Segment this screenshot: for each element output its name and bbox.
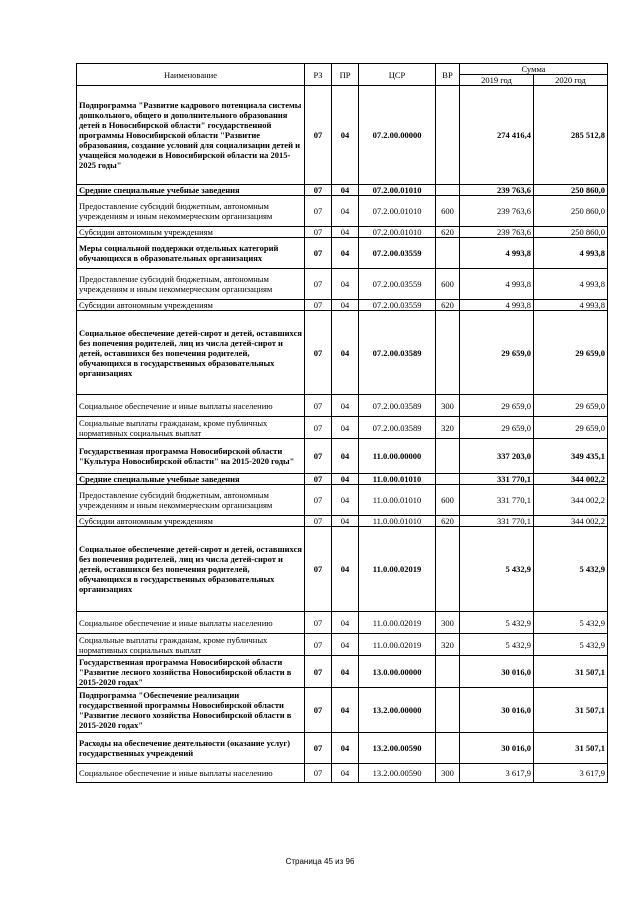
sum-2019-cell: 4 993,8 <box>460 238 534 269</box>
rz-cell: 07 <box>305 300 332 311</box>
sum-2020-cell: 5 432,9 <box>534 612 608 634</box>
vr-cell: 300 <box>436 612 460 634</box>
vr-cell: 320 <box>436 634 460 656</box>
csr-cell: 11.0.00.00000 <box>359 439 436 474</box>
pr-cell: 04 <box>332 227 359 238</box>
sum-2019-cell: 5 432,9 <box>460 527 534 612</box>
vr-cell <box>436 439 460 474</box>
table-row <box>77 395 608 417</box>
vr-cell <box>436 311 460 395</box>
rz-cell: 07 <box>305 688 332 733</box>
sum-2020-cell: 4 993,8 <box>534 269 608 300</box>
pr-cell: 04 <box>332 417 359 439</box>
pr-cell: 04 <box>332 395 359 417</box>
vr-cell: 600 <box>436 485 460 516</box>
rz-cell: 07 <box>305 634 332 656</box>
sum-2020-cell: 5 432,9 <box>534 527 608 612</box>
sum-2020-cell: 349 435,1 <box>534 439 608 474</box>
table-row <box>77 516 608 527</box>
rz-cell: 07 <box>305 86 332 185</box>
rz-cell: 07 <box>305 395 332 417</box>
name-cell: Субсидии автономным учреждениям <box>77 300 305 311</box>
header-year-2020: 2020 год <box>534 75 608 86</box>
vr-cell: 300 <box>436 764 460 783</box>
sum-2019-cell: 239 763,6 <box>460 196 534 227</box>
table-row <box>77 196 608 227</box>
pr-cell: 04 <box>332 764 359 783</box>
header-vr: ВР <box>436 64 460 86</box>
csr-cell: 07.2.00.01010 <box>359 196 436 227</box>
vr-cell: 600 <box>436 269 460 300</box>
sum-2019-cell: 4 993,8 <box>460 269 534 300</box>
pr-cell: 04 <box>332 311 359 395</box>
csr-cell: 07.2.00.00000 <box>359 86 436 185</box>
name-cell: Социальное обеспечение детей-сирот и детей, оставшихся без попечения родителей, лиц из числа детей-сирот и детей, оставшихся без попечения родителей, обучающихся в государственных образовательных организациях <box>77 527 305 612</box>
sum-2020-cell: 344 002,2 <box>534 474 608 485</box>
header-csr: ЦСР <box>359 64 436 86</box>
sum-2020-cell: 29 659,0 <box>534 417 608 439</box>
sum-2020-cell: 31 507,1 <box>534 733 608 764</box>
name-cell: Подпрограмма "Обеспечение реализации государственной программы Новосибирской области "Развитие лесного хозяйства Новосибирской области в 2015-2020 годах" <box>77 688 305 733</box>
vr-cell: 320 <box>436 417 460 439</box>
csr-cell: 07.2.00.03559 <box>359 238 436 269</box>
pr-cell: 04 <box>332 634 359 656</box>
csr-cell: 11.0.00.01010 <box>359 516 436 527</box>
vr-cell <box>436 733 460 764</box>
table-row <box>77 474 608 485</box>
rz-cell: 07 <box>305 516 332 527</box>
csr-cell: 07.2.00.03589 <box>359 395 436 417</box>
rz-cell: 07 <box>305 485 332 516</box>
sum-2019-cell: 30 016,0 <box>460 733 534 764</box>
name-cell: Социальные выплаты гражданам, кроме публичных нормативных социальных выплат <box>77 634 305 656</box>
rz-cell: 07 <box>305 439 332 474</box>
pr-cell: 04 <box>332 300 359 311</box>
rz-cell: 07 <box>305 527 332 612</box>
pr-cell: 04 <box>332 612 359 634</box>
header-name: Наименование <box>77 64 305 86</box>
name-cell: Социальное обеспечение и иные выплаты населению <box>77 764 305 783</box>
sum-2019-cell: 331 770,1 <box>460 474 534 485</box>
csr-cell: 13.2.00.00590 <box>359 733 436 764</box>
sum-2019-cell: 29 659,0 <box>460 311 534 395</box>
table-row <box>77 485 608 516</box>
sum-2020-cell: 285 512,8 <box>534 86 608 185</box>
pr-cell: 04 <box>332 485 359 516</box>
table-row <box>77 227 608 238</box>
table-row <box>77 238 608 269</box>
sum-2019-cell: 5 432,9 <box>460 634 534 656</box>
csr-cell: 13.0.00.00000 <box>359 656 436 688</box>
sum-2020-cell: 344 002,2 <box>534 485 608 516</box>
sum-2019-cell: 5 432,9 <box>460 612 534 634</box>
rz-cell: 07 <box>305 269 332 300</box>
sum-2020-cell: 250 860,0 <box>534 227 608 238</box>
sum-2019-cell: 30 016,0 <box>460 656 534 688</box>
csr-cell: 13.2.00.00590 <box>359 764 436 783</box>
csr-cell: 07.2.00.03559 <box>359 300 436 311</box>
csr-cell: 07.2.00.03559 <box>359 269 436 300</box>
name-cell: Средние специальные учебные заведения <box>77 185 305 196</box>
name-cell: Предоставление субсидий бюджетным, автономным учреждениям и иным некоммерческим организациям <box>77 196 305 227</box>
rz-cell: 07 <box>305 185 332 196</box>
vr-cell: 600 <box>436 196 460 227</box>
table-row <box>77 688 608 733</box>
table-row <box>77 764 608 783</box>
name-cell: Субсидии автономным учреждениям <box>77 516 305 527</box>
sum-2019-cell: 239 763,6 <box>460 227 534 238</box>
rz-cell: 07 <box>305 417 332 439</box>
name-cell: Социальное обеспечение и иные выплаты населению <box>77 395 305 417</box>
table-row <box>77 300 608 311</box>
vr-cell <box>436 656 460 688</box>
csr-cell: 07.2.00.03589 <box>359 417 436 439</box>
table-row <box>77 439 608 474</box>
sum-2020-cell: 31 507,1 <box>534 688 608 733</box>
sum-2019-cell: 4 993,8 <box>460 300 534 311</box>
sum-2020-cell: 344 002,2 <box>534 516 608 527</box>
page-number: Страница 45 из 96 <box>285 857 355 866</box>
sum-2019-cell: 29 659,0 <box>460 417 534 439</box>
csr-cell: 11.0.00.02019 <box>359 612 436 634</box>
name-cell: Меры социальной поддержки отдельных категорий обучающихся в образовательных организациях <box>77 238 305 269</box>
table-row <box>77 733 608 764</box>
table-row <box>77 612 608 634</box>
sum-2019-cell: 337 203,0 <box>460 439 534 474</box>
vr-cell: 620 <box>436 300 460 311</box>
budget-table <box>76 63 608 783</box>
pr-cell: 04 <box>332 238 359 269</box>
rz-cell: 07 <box>305 311 332 395</box>
pr-cell: 04 <box>332 527 359 612</box>
sum-2019-cell: 331 770,1 <box>460 485 534 516</box>
vr-cell <box>436 688 460 733</box>
rz-cell: 07 <box>305 227 332 238</box>
pr-cell: 04 <box>332 474 359 485</box>
sum-2020-cell: 3 617,9 <box>534 764 608 783</box>
sum-2019-cell: 30 016,0 <box>460 688 534 733</box>
name-cell: Государственная программа Новосибирской области "Культура Новосибирской области" на 2015-2020 годы" <box>77 439 305 474</box>
vr-cell <box>436 527 460 612</box>
table-row <box>77 311 608 395</box>
rz-cell: 07 <box>305 656 332 688</box>
pr-cell: 04 <box>332 733 359 764</box>
pr-cell: 04 <box>332 86 359 185</box>
rz-cell: 07 <box>305 612 332 634</box>
name-cell: Предоставление субсидий бюджетным, автономным учреждениям и иным некоммерческим организациям <box>77 485 305 516</box>
name-cell: Социальные выплаты гражданам, кроме публичных нормативных социальных выплат <box>77 417 305 439</box>
rz-cell: 07 <box>305 196 332 227</box>
csr-cell: 11.0.00.01010 <box>359 485 436 516</box>
header-sum: Сумма <box>460 64 608 75</box>
table-row <box>77 656 608 688</box>
pr-cell: 04 <box>332 196 359 227</box>
name-cell: Социальное обеспечение и иные выплаты населению <box>77 612 305 634</box>
name-cell: Предоставление субсидий бюджетным, автономным учреждениям и иным некоммерческим организациям <box>77 269 305 300</box>
name-cell: Социальное обеспечение детей-сирот и детей, оставшихся без попечения родителей, лиц из числа детей-сирот и детей, оставшихся без попечения родителей, обучающихся в государственных образовательных организациях <box>77 311 305 395</box>
vr-cell <box>436 238 460 269</box>
sum-2020-cell: 250 860,0 <box>534 196 608 227</box>
pr-cell: 04 <box>332 516 359 527</box>
sum-2020-cell: 29 659,0 <box>534 311 608 395</box>
rz-cell: 07 <box>305 764 332 783</box>
vr-cell <box>436 86 460 185</box>
name-cell: Подпрограмма "Развитие кадрового потенциала системы дошкольного, общего и дополнительного образования детей в Новосибирской области" государственной программы Новосибирской области "Развитие образования, создание условий для социализации детей и учащейся молодежи в Новосибирской области на 2015-2025 годы" <box>77 86 305 185</box>
pr-cell: 04 <box>332 656 359 688</box>
csr-cell: 13.2.00.00000 <box>359 688 436 733</box>
pr-cell: 04 <box>332 269 359 300</box>
rz-cell: 07 <box>305 733 332 764</box>
sum-2019-cell: 3 617,9 <box>460 764 534 783</box>
name-cell: Расходы на обеспечение деятельности (оказание услуг) государственных учреждений <box>77 733 305 764</box>
table-row <box>77 417 608 439</box>
vr-cell: 620 <box>436 227 460 238</box>
vr-cell: 300 <box>436 395 460 417</box>
csr-cell: 07.2.00.01010 <box>359 227 436 238</box>
header-rz: РЗ <box>305 64 332 86</box>
pr-cell: 04 <box>332 688 359 733</box>
sum-2019-cell: 331 770,1 <box>460 516 534 527</box>
header-pr: ПР <box>332 64 359 86</box>
sum-2020-cell: 5 432,9 <box>534 634 608 656</box>
sum-2019-cell: 274 416,4 <box>460 86 534 185</box>
table-row <box>77 86 608 185</box>
csr-cell: 07.2.00.03589 <box>359 311 436 395</box>
sum-2020-cell: 4 993,8 <box>534 238 608 269</box>
table-row <box>77 634 608 656</box>
vr-cell: 620 <box>436 516 460 527</box>
csr-cell: 11.0.00.02019 <box>359 634 436 656</box>
vr-cell <box>436 474 460 485</box>
table-row <box>77 527 608 612</box>
csr-cell: 11.0.00.02019 <box>359 527 436 612</box>
sum-2020-cell: 250 860,0 <box>534 185 608 196</box>
name-cell: Субсидии автономным учреждениям <box>77 227 305 238</box>
sum-2020-cell: 31 507,1 <box>534 656 608 688</box>
pr-cell: 04 <box>332 439 359 474</box>
table-row <box>77 185 608 196</box>
pr-cell: 04 <box>332 185 359 196</box>
sum-2020-cell: 29 659,0 <box>534 395 608 417</box>
rz-cell: 07 <box>305 238 332 269</box>
header-year-2019: 2019 год <box>460 75 534 86</box>
sum-2019-cell: 239 763,6 <box>460 185 534 196</box>
sum-2019-cell: 29 659,0 <box>460 395 534 417</box>
sum-2020-cell: 4 993,8 <box>534 300 608 311</box>
name-cell: Средние специальные учебные заведения <box>77 474 305 485</box>
rz-cell: 07 <box>305 474 332 485</box>
vr-cell <box>436 185 460 196</box>
name-cell: Государственная программа Новосибирской области "Развитие лесного хозяйства Новосибирской области в 2015-2020 годах" <box>77 656 305 688</box>
csr-cell: 07.2.00.01010 <box>359 185 436 196</box>
table-row <box>77 269 608 300</box>
csr-cell: 11.0.00.01010 <box>359 474 436 485</box>
